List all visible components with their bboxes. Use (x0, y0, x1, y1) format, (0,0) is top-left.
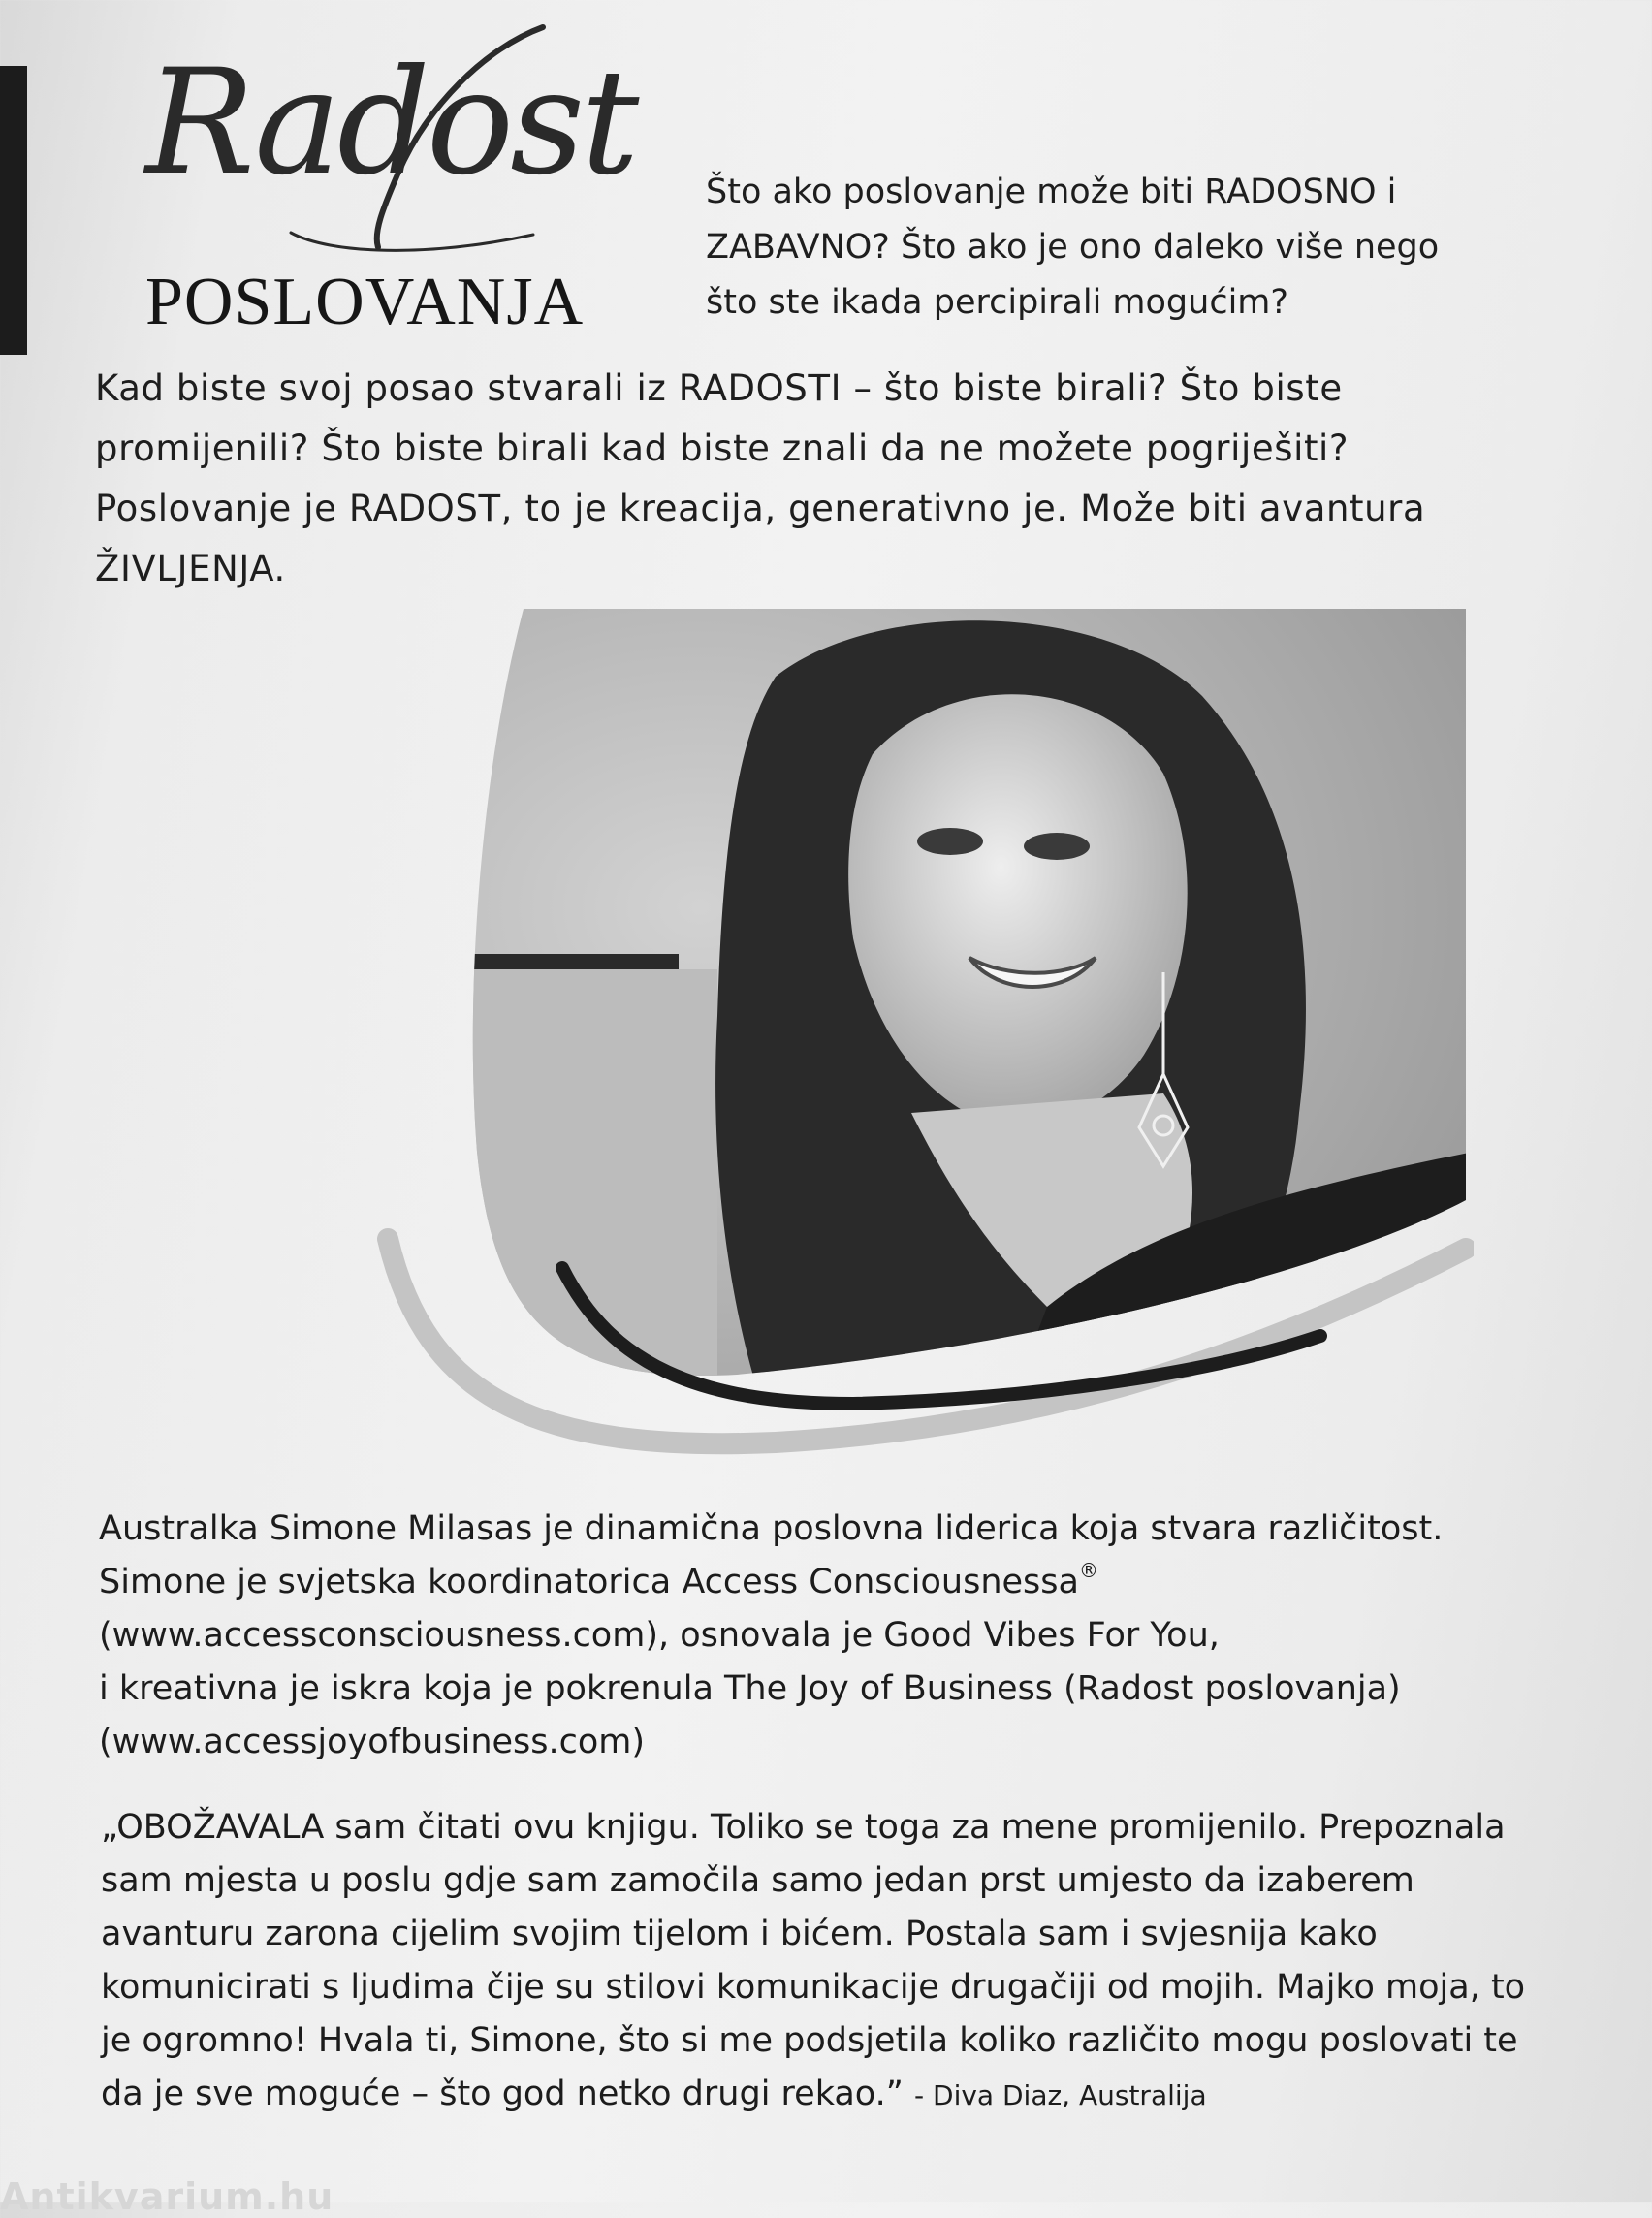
watermark: Antikvarium.hu (0, 2175, 334, 2218)
testimonial-quote (101, 1801, 1526, 2122)
logo-caps-word: POSLOVANJA (145, 265, 585, 339)
author-photo-frame (368, 609, 1474, 1462)
bio-line-2-text: Simone je svjetska koordinatorica Access Consciousnessa (99, 1563, 1079, 1601)
author-bio (99, 1503, 1553, 1769)
bio-line-4: i kreativna je iskra koja je pokrenula The Joy of Business (Radost poslovanja) (99, 1669, 1401, 1708)
quote-text: „OBOŽAVALA sam čitati ovu knjigu. Toliko se toga za mene promijenilo. Prepoznala sam mjesta u poslu gdje sam zamočila samo jedan prst umjesto da izaberem avanturu zarona cijelim svojim tijelom i bićem. Postala sam i svjesnija kako komunicirati s ljudima čije su stilovi komunikacije drugačiji od mojih. Majko moja, to je ogromno! Hvala ti, Simone, što si me podsjetila koliko različito mogu poslovati te da je sve moguće – što god netko drugi rekao.” (101, 1808, 1526, 2113)
logo-script-word: Radost (145, 39, 636, 207)
quote-attribution: - Diva Diaz, Australija (914, 2079, 1207, 2111)
intro-question: Što ako poslovanje može biti RADOSNO i ZABAVNO? Što ako je ono daleko više nego što ste ikada percipirali mogućim? (706, 173, 1440, 322)
edge-bar (0, 66, 27, 355)
bio-line-5: (www.accessjoyofbusiness.com) (99, 1723, 646, 1761)
author-photo (368, 609, 1474, 1462)
book-logo (136, 10, 659, 339)
intro-lead-paragraph: Kad biste svoj posao stvarali iz RADOSTI – što biste birali? Što biste promijenili? Što biste birali kad biste znali da ne možete pogriješiti? Poslovanje je RADOST, to je kreacija, generativno je. Može biti avantura ŽIVLJENJA. (95, 367, 1426, 589)
bio-line-3: (www.accessconsciousness.com), osnovala je Good Vibes For You, (99, 1616, 1220, 1655)
bio-line-2 (99, 1556, 1553, 1609)
bio-line-1: Australka Simone Milasas je dinamična poslovna liderica koja stvara različitost. (99, 1509, 1444, 1548)
registered-mark: ® (1078, 1559, 1098, 1582)
